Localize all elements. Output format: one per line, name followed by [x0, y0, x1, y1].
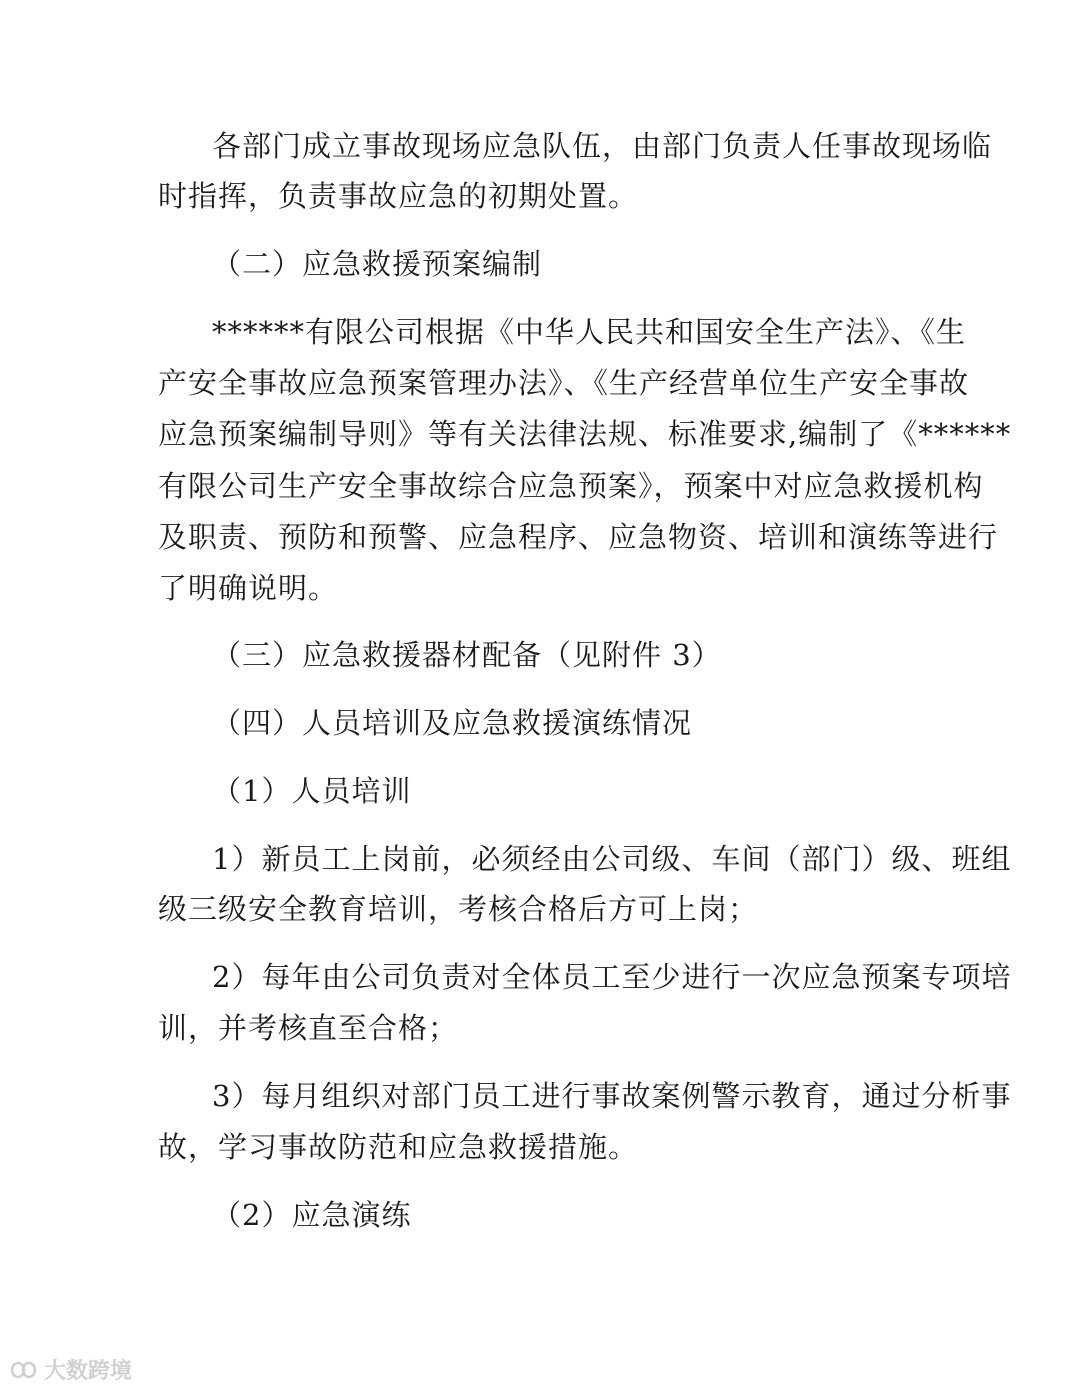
watermark-text: 大数跨境 — [44, 1359, 133, 1384]
paragraph-line: 2）每年由公司负责对全体员工至少进行一次应急预案专项培 — [212, 960, 1012, 994]
paragraph-line: 训，并考核直至合格； — [158, 1011, 459, 1045]
section-heading: （二）应急救援预案编制 — [212, 247, 543, 281]
brand-logo-icon — [10, 1360, 38, 1380]
paragraph-line: 故，学习事故防范和应急救援措施。 — [158, 1130, 639, 1164]
paragraph-line: 应急预案编制导则》等有关法律法规、标准要求,编制了《****** — [158, 417, 1012, 451]
paragraph-line: 有限公司生产安全事故综合应急预案》，预案中对应急救援机构 — [158, 469, 984, 503]
paragraph-line: 级三级安全教育培训，考核合格后方可上岗； — [158, 892, 759, 926]
paragraph-line: 产安全事故应急预案管理办法》、《生产经营单位生产安全事故 — [158, 366, 970, 400]
section-heading: （四）人员培训及应急救援演练情况 — [212, 706, 693, 740]
paragraph-line: 了明确说明。 — [158, 571, 339, 605]
paragraph-line: 3）每月组织对部门员工进行事故案例警示教育，通过分析事 — [212, 1079, 1012, 1113]
paragraph-line: 1）新员工上岗前，必须经由公司级、车间（部门）级、班组 — [212, 842, 1012, 876]
paragraph-line: ******有限公司根据《中华人民共和国安全生产法》、《生 — [212, 315, 967, 349]
subsection-heading: （2）应急演练 — [212, 1198, 412, 1232]
paragraph-line: 各部门成立事故现场应急队伍，由部门负责人任事故现场临 — [212, 129, 993, 163]
subsection-heading: （1）人员培训 — [212, 774, 412, 808]
section-heading: （三）应急救援器材配备（见附件 3） — [212, 638, 722, 672]
paragraph-line: 时指挥，负责事故应急的初期处置。 — [158, 179, 639, 213]
paragraph-line: 及职责、预防和预警、应急程序、应急物资、培训和演练等进行 — [158, 520, 999, 554]
watermark — [10, 1354, 132, 1385]
